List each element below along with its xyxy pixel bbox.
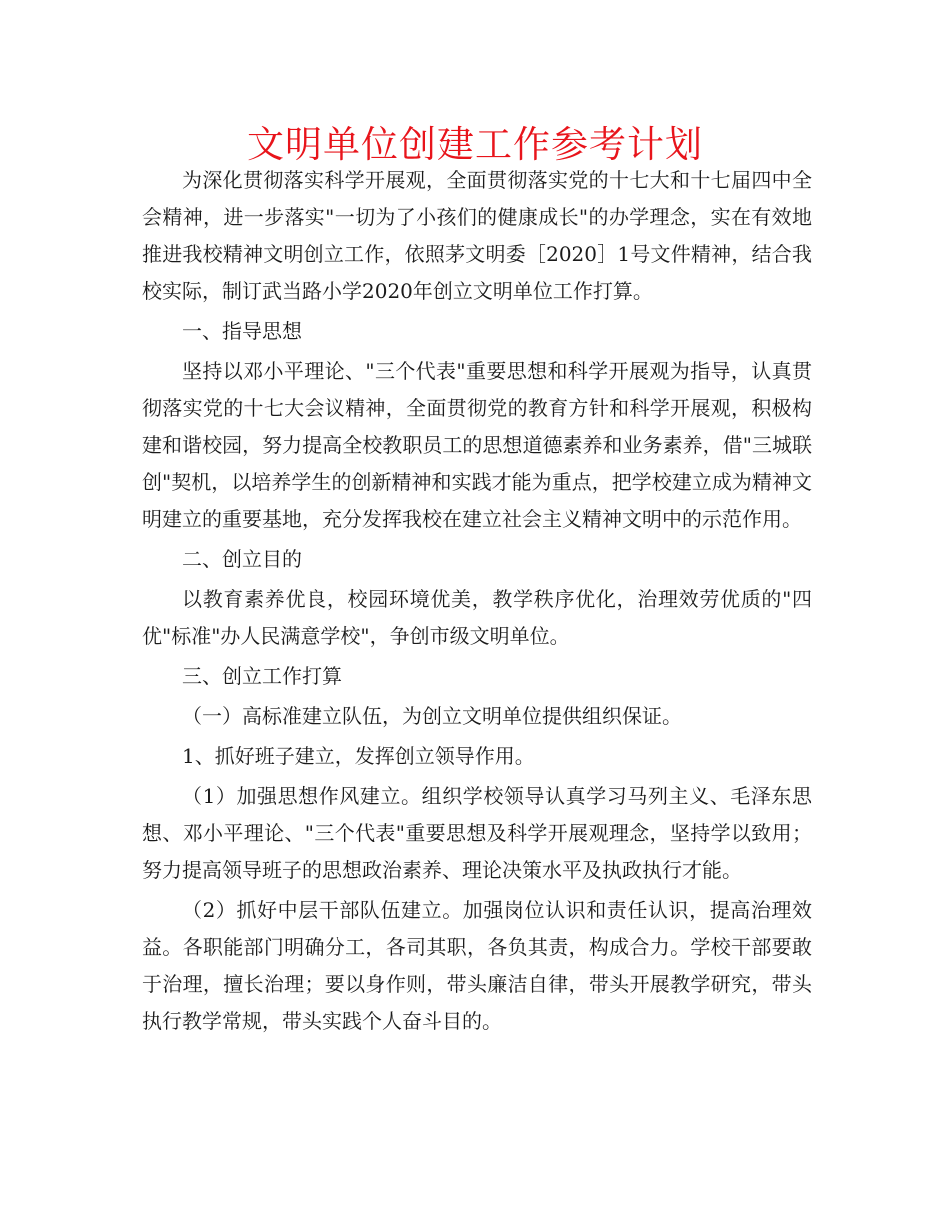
document-title: 文明单位创建工作参考计划 xyxy=(247,123,703,166)
document-body xyxy=(142,162,812,1043)
item-leadership: 1、抓好班子建立，发挥创立领导作用。 xyxy=(182,744,535,768)
subitem-middle-cadres: （2）抓好中层干部队伍建立。加强岗位认识和责任认识，提高治理效益。各职能部门明确分工，各司其职，各负其责，构成合力。学校干部要敢于治理，擅长治理；要以身作则，带头廉洁自律，带头开展教学研究，带头执行教学常规，带头实践个人奋斗目的。 xyxy=(142,898,812,1033)
subitem-ideological-style: （1）加强思想作风建立。组织学校领导认真学习马列主义、毛泽东思想、邓小平理论、"三个代表"重要思想及科学开展观理念，坚持学以致用；努力提高领导班子的思想政治素养、理论决策水平及执政执行才能。 xyxy=(142,784,812,882)
heading-work-plan: 三、创立工作打算 xyxy=(182,664,342,688)
paragraph-goal: 以教育素养优良，校园环境优美，教学秩序优化，治理效劳优质的"四优"标准"办人民满意学校"，争创市级文明单位。 xyxy=(142,587,812,648)
heading-goal: 二、创立目的 xyxy=(182,547,302,571)
subheading-team-building: （一）高标准建立队伍，为创立文明单位提供组织保证。 xyxy=(182,704,682,728)
heading-guiding-thought: 一、指导思想 xyxy=(182,319,302,343)
paragraph-intro: 为深化贯彻落实科学开展观，全面贯彻落实党的十七大和十七届四中全会精神，进一步落实"一切为了小孩们的健康成长"的办学理念，实在有效地推进我校精神文明创立工作，依照茅文明委［2020］1号文件精神，结合我校实际，制订武当路小学2020年创立文明单位工作打算。 xyxy=(142,168,812,303)
paragraph-guiding-thought: 坚持以邓小平理论、"三个代表"重要思想和科学开展观为指导，认真贯彻落实党的十七大会议精神，全面贯彻党的教育方针和科学开展观，积极构建和谐校园，努力提高全校教职员工的思想道德素养和业务素养，借"三城联创"契机，以培养学生的创新精神和实践才能为重点，把学校建立成为精神文明建立的重要基地，充分发挥我校在建立社会主义精神文明中的示范作用。 xyxy=(142,359,812,531)
